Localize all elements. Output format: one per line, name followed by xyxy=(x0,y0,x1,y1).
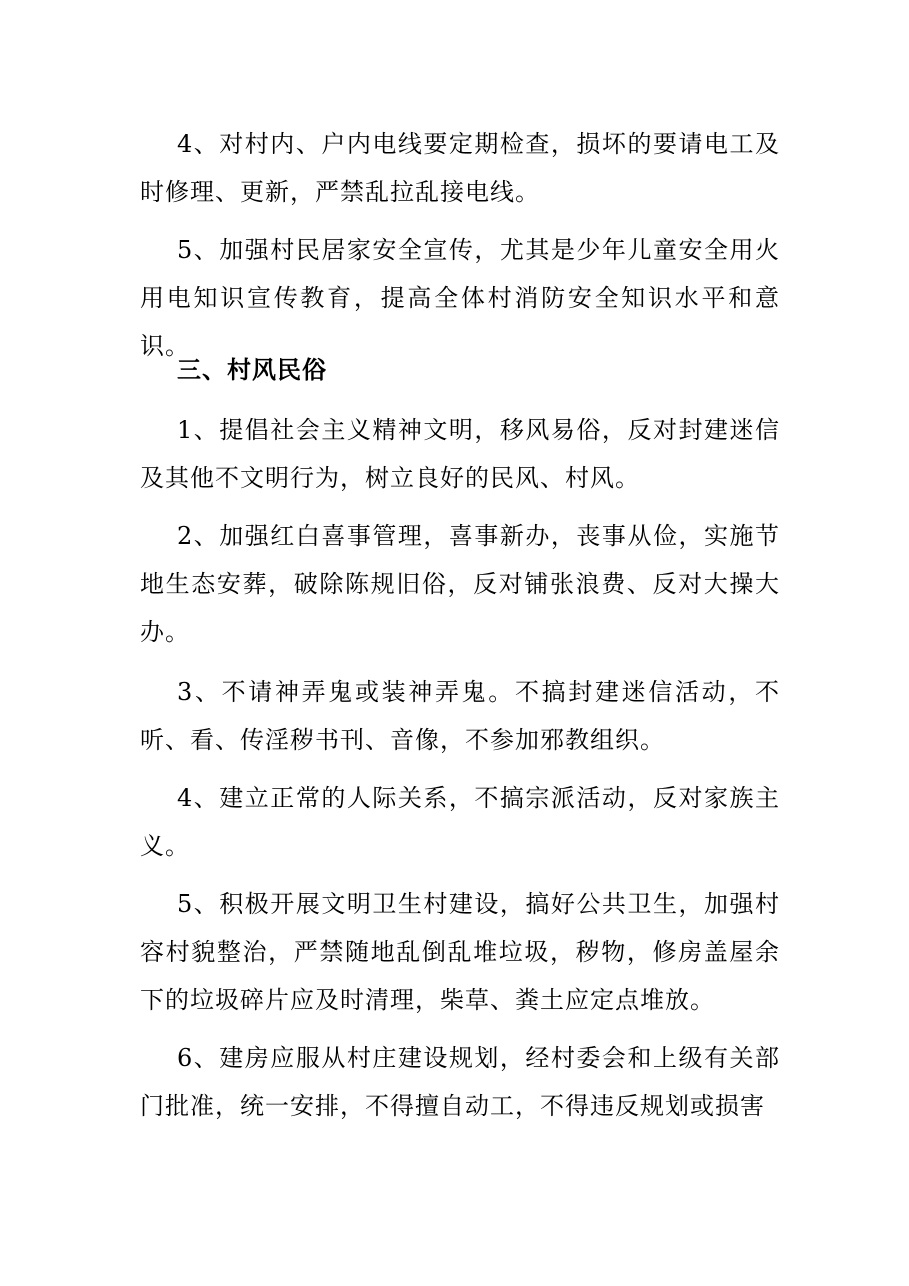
section-heading-village-customs: 三、村风民俗 xyxy=(177,356,327,384)
paragraph-electric-wiring: 4、对村内、户内电线要定期检查，损坏的要请电工及时修理、更新，严禁乱拉乱接电线。 xyxy=(140,130,780,206)
paragraph-civilization: 1、提倡社会主义精神文明，移风易俗，反对封建迷信及其他不文明行为，树立良好的民风、村风。 xyxy=(140,416,780,492)
paragraph-building-planning: 6、建房应服从村庄建设规划，经村委会和上级有关部门批准，统一安排，不得擅自动工，不得违反规划或损害 xyxy=(140,1044,780,1120)
paragraph-safety-publicity: 5、加强村民居家安全宣传，尤其是少年儿童安全用火用电知识宣传教育，提高全体村消防安全知识水平和意识。 xyxy=(140,236,780,360)
paragraph-sanitation: 5、积极开展文明卫生村建设，搞好公共卫生，加强村容村貌整治，严禁随地乱倒乱堆垃圾，秽物，修房盖屋余下的垃圾碎片应及时清理，柴草、粪土应定点堆放。 xyxy=(140,890,780,1014)
paragraph-weddings-funerals: 2、加强红白喜事管理，喜事新办，丧事从俭，实施节地生态安葬，破除陈规旧俗，反对铺张浪费、反对大操大办。 xyxy=(140,522,780,646)
paragraph-relationships: 4、建立正常的人际关系，不搞宗派活动，反对家族主义。 xyxy=(140,784,780,860)
paragraph-superstition: 3、不请神弄鬼或装神弄鬼。不搞封建迷信活动，不听、看、传淫秽书刊、音像，不参加邪教组织。 xyxy=(140,678,780,754)
